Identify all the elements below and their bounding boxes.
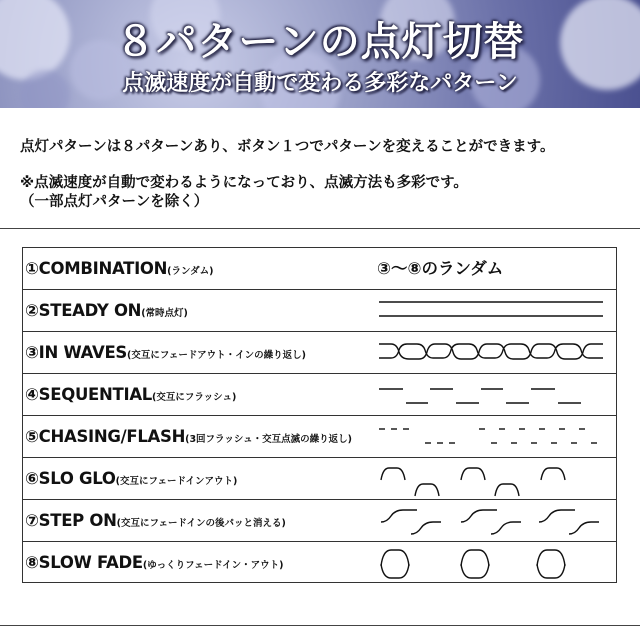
pattern-desc: (交互にフェードアウト・インの繰り返し): [127, 350, 306, 361]
pattern-row-combination: [23, 248, 616, 290]
pattern-name: ①COMBINATION: [25, 259, 168, 278]
pattern-diagram-sequential: [373, 374, 605, 416]
pattern-diagram-steady-on: [373, 290, 605, 332]
pattern-name: ⑧SLOW FADE: [25, 553, 143, 572]
pattern-label: [25, 542, 284, 584]
pattern-label: [25, 290, 188, 332]
intro-text: 点灯パターンは８パターンあり、ボタン１つでパターンを変えることができます。: [20, 139, 555, 155]
pattern-desc: (交互にフラッシュ): [152, 392, 237, 403]
pattern-label: [25, 248, 213, 290]
banner-subtitle: 点滅速度が自動で変わる多彩なパターン: [122, 71, 518, 96]
pattern-row-slow-fade: [23, 542, 616, 584]
pattern-desc: (3回フラッシュ・交互点滅の繰り返し): [185, 434, 353, 445]
header-banner: [0, 0, 640, 108]
pattern-row-slo-glo: [23, 458, 616, 500]
pattern-desc: (交互にフェードインの後パッと消える): [116, 518, 286, 529]
note-line-1: ※点滅速度が自動で変わるようになっており、点滅方法も多彩です。: [20, 175, 468, 191]
pattern-label: [25, 332, 306, 374]
pattern-desc: (交互にフェードインアウト): [115, 476, 238, 487]
divider-bottom: [0, 625, 640, 626]
pattern-desc: (ゆっくりフェードイン・アウト): [142, 560, 284, 571]
pattern-label: [25, 416, 352, 458]
pattern-desc: (常時点灯): [141, 308, 188, 319]
banner-title: ８パターンの点灯切替: [115, 19, 525, 65]
pattern-name: ④SEQUENTIAL: [25, 385, 153, 404]
pattern-row-chasing-flash: [23, 416, 616, 458]
note-line-2: （一部点灯パターンを除く）: [20, 194, 209, 210]
note-block: [20, 174, 630, 212]
pattern-desc: (ランダム): [167, 266, 214, 277]
pattern-diagram-in-waves: [373, 332, 605, 374]
pattern-label: [25, 374, 236, 416]
pattern-table: [22, 247, 617, 583]
pattern-name: ⑥SLO GLO: [25, 469, 116, 488]
pattern-name: ⑤CHASING/FLASH: [25, 427, 186, 446]
divider-top: [0, 228, 640, 229]
pattern-diagram-slow-fade: [373, 542, 605, 584]
pattern-row-steady-on: [23, 290, 616, 332]
pattern-random-text: ③～⑧のランダム: [377, 259, 504, 278]
pattern-label: [25, 500, 286, 542]
pattern-diagram-slo-glo: [373, 458, 605, 500]
pattern-name: ②STEADY ON: [25, 301, 142, 320]
pattern-diagram-step-on: [373, 500, 605, 542]
pattern-diagram-chasing-flash: [373, 416, 605, 458]
pattern-label: [25, 458, 237, 500]
pattern-name: ⑦STEP ON: [25, 511, 117, 530]
pattern-row-in-waves: [23, 332, 616, 374]
pattern-row-step-on: [23, 500, 616, 542]
pattern-name: ③IN WAVES: [25, 343, 127, 362]
pattern-row-sequential: [23, 374, 616, 416]
